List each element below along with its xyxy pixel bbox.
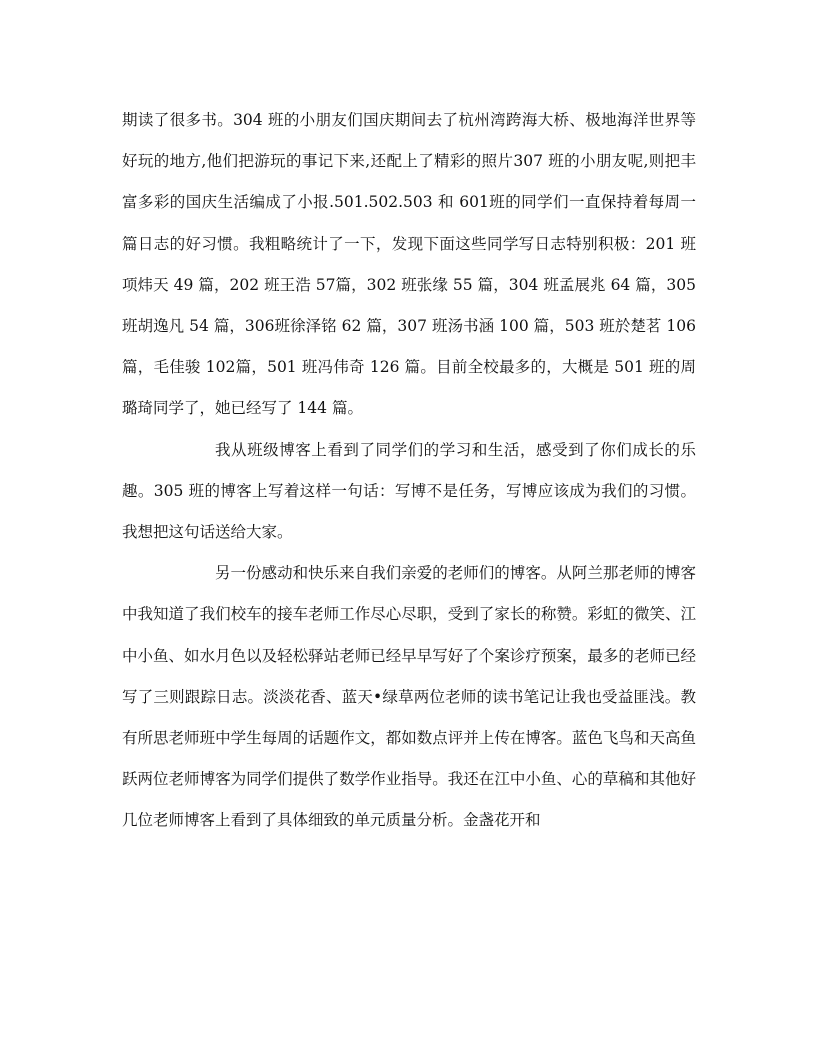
paragraph-1: 期读了很多书。304 班的小朋友们国庆期间去了杭州湾跨海大桥、极地海洋世界等好玩的地方,他们把游玩的事记下来,还配上了精彩的照片307 班的小朋友呢,则把丰富多彩的国庆生活编成了小报.501.502.503 和 601班的同学们一直保持着每周一篇日志的好习惯。我粗略统计了一下，发现下面这些同学写日志特别积极：201 班项炜天 49 篇，202 班王浩 57篇，302 班张缘 55 篇，304 班孟展兆 64 篇，305 班胡逸凡 54 篇，306班徐泽铭 62 篇，307 班汤书涵 100 篇，503 班於楚茗 106 篇，毛佳骏 102篇，501 班冯伟奇 126 篇。目前全校最多的，大概是 501 班的周璐琦同学了，她已经写了 144 篇。 [122,111,696,418]
document-body [122,100,696,842]
paragraph-2: 我从班级博客上看到了同学们的学习和生活，感受到了你们成长的乐趣。305 班的博客上写着这样一句话：写博不是任务，写博应该成为我们的习惯。我想把这句话送给大家。 [122,440,696,542]
paragraph-3: 另一份感动和快乐来自我们亲爱的老师们的博客。从阿兰那老师的博客中我知道了我们校车的接车老师工作尽心尽职，受到了家长的称赞。彩虹的微笑、江中小鱼、如水月色以及轻松驿站老师已经早早写好了个案诊疗预案，最多的老师已经写了三则跟踪日志。淡淡花香、蓝天•绿草两位老师的读书笔记让我也受益匪浅。教有所思老师班中学生每周的话题作文，都如数点评并上传在博客。蓝色飞鸟和天高鱼跃两位老师博客为同学们提供了数学作业指导。我还在江中小鱼、心的草稿和其他好几位老师博客上看到了具体细致的单元质量分析。金盏花开和 [122,564,696,830]
